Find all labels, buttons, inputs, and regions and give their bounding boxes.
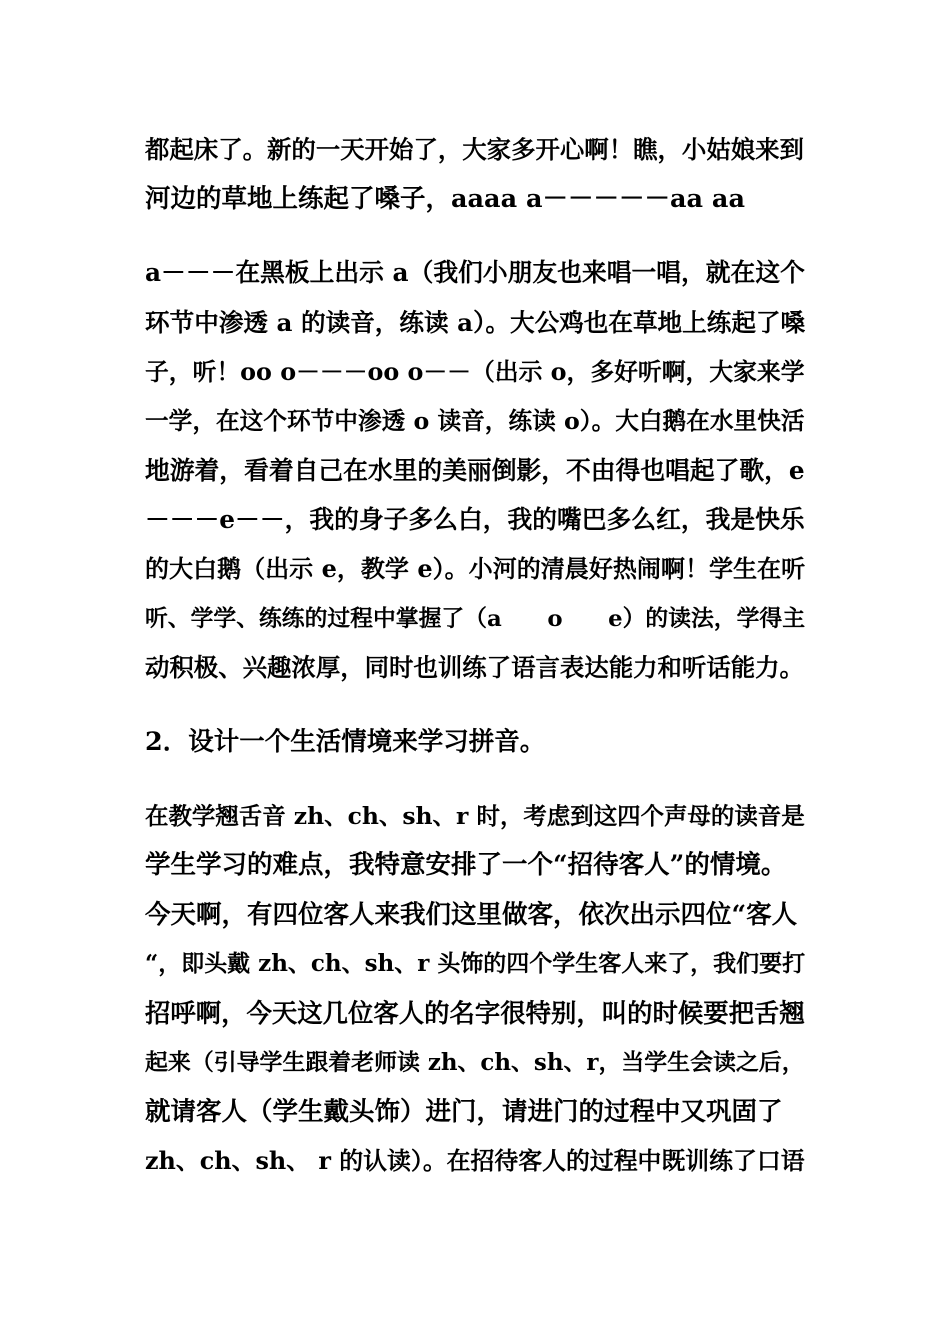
- text-line: 今天啊，有四位客人来我们这里做客，依次出示四位“客人: [145, 900, 798, 930]
- text-line: 的大白鹅（出示 e，教学 e）。小河的清晨好热闹啊！学生在听: [145, 554, 806, 583]
- text-line: 河边的草地上练起了嗓子，aaaa a－－－－－aa aa: [145, 184, 745, 214]
- text-line: 子，听！oo o－－－oo o－－（出示 o，多好听啊，大家来学: [145, 358, 805, 386]
- text-line: a－－－在黑板上出示 a（我们小朋友也来唱一唱，就在这个: [145, 258, 805, 287]
- text-line: 就请客人（学生戴头饰）进门，请进门的过程中又巩固了: [145, 1097, 783, 1127]
- text-line: －－－e－－，我的身子多么白，我的嘴巴多么红，我是快乐: [145, 505, 805, 534]
- section-heading: 2．设计一个生活情境来学习拼音。: [145, 727, 546, 757]
- text-line: 一学，在这个环节中渗透 o 读音，练读 o）。大白鹅在水里快活: [145, 407, 805, 435]
- text-line: 学生学习的难点，我特意安排了一个“招待客人”的情境。: [145, 850, 787, 880]
- text-line: 在教学翘舌音 zh、ch、sh、r 时，考虑到这四个声母的读音是: [145, 802, 805, 830]
- text-line: zh、ch、sh、 r 的认读）。在招待客人的过程中既训练了口语: [145, 1147, 805, 1175]
- text-line: 动积极、兴趣浓厚，同时也训练了语言表达能力和听话能力。: [145, 653, 804, 682]
- text-line: 起来（引导学生跟着老师读 zh、ch、sh、r，当学生会读之后，: [145, 1049, 805, 1076]
- text-line: “，即头戴 zh、ch、sh、r 头饰的四个学生客人来了，我们要打: [145, 950, 806, 977]
- text-line: 都起床了。新的一天开始了，大家多开心啊！瞧，小姑娘来到: [145, 135, 804, 164]
- text-line: 听、学学、练练的过程中掌握了（a o e）的读法，学得主: [145, 606, 805, 632]
- text-line: 招呼啊，今天这几位客人的名字很特别，叫的时候要把舌翘: [145, 998, 805, 1028]
- text-line: 地游着，看着自己在水里的美丽倒影，不由得也唱起了歌，e: [145, 456, 805, 485]
- text-line: 环节中渗透 a 的读音，练读 a）。大公鸡也在草地上练起了嗓: [145, 308, 806, 337]
